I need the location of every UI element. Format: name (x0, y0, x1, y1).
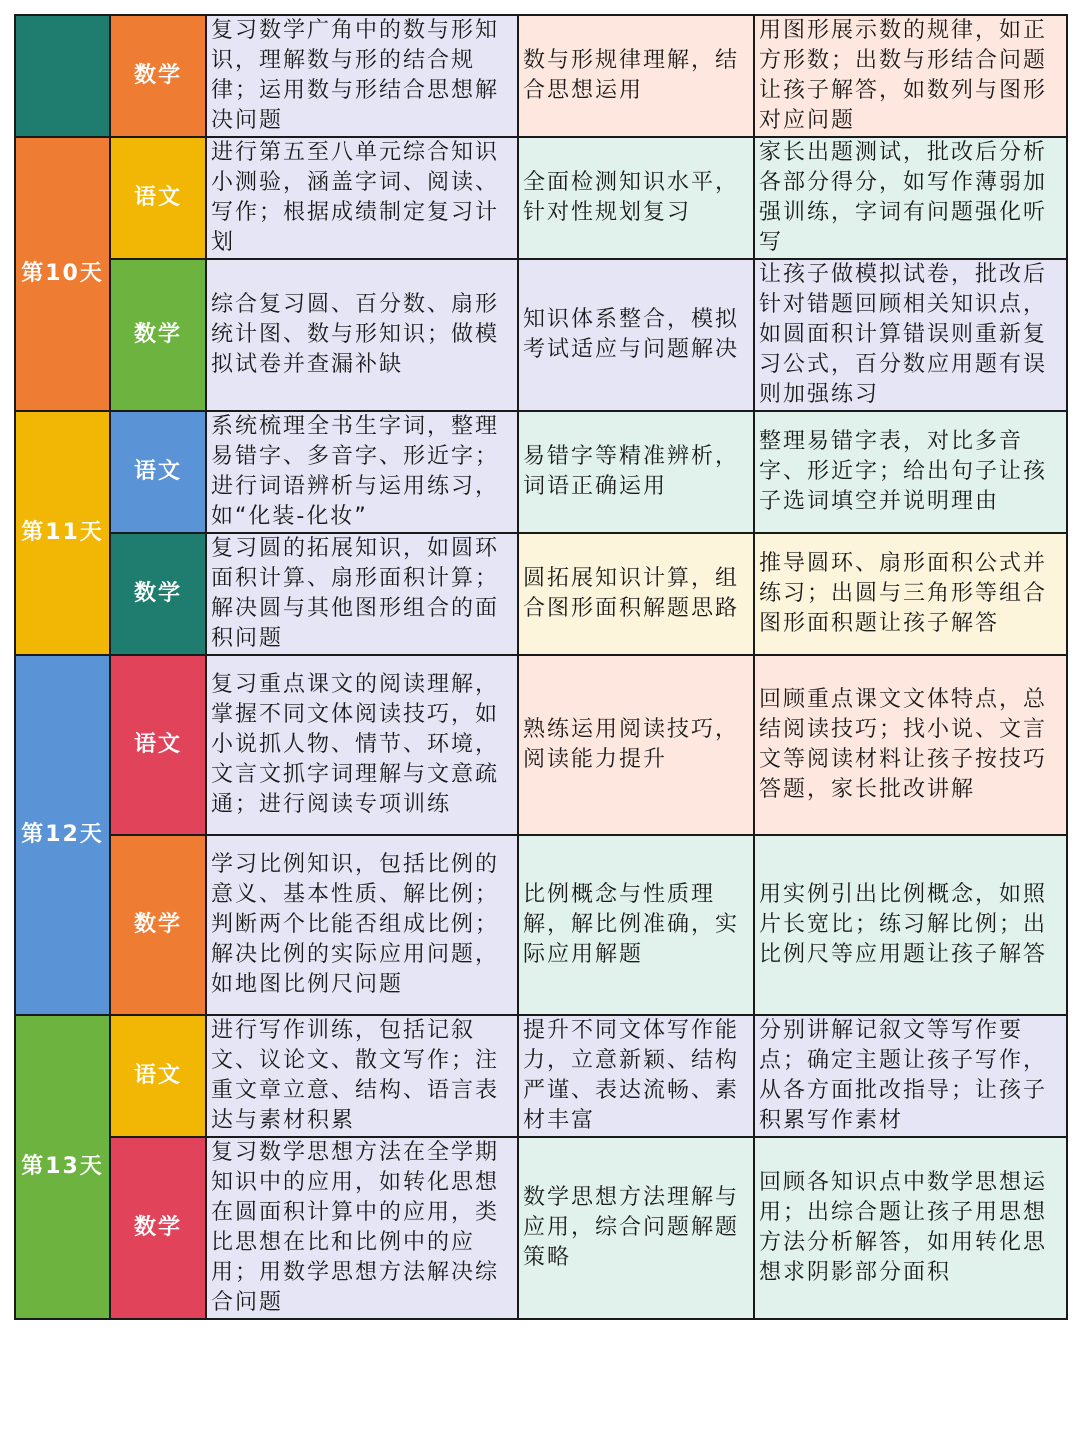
table-row (15, 533, 1067, 655)
table-row (15, 411, 1067, 533)
review-content: 复习数学广角中的数与形知识，理解数与形的结合规律；运用数与形结合思想解决问题 (211, 18, 500, 133)
content-cell (206, 259, 518, 411)
review-goal: 熟练运用阅读技巧，阅读能力提升 (523, 717, 740, 772)
review-content: 系统梳理全书生字词，整理易错字、多音字、形近字；进行词语辨析与运用练习，如“化装-化妆” (211, 414, 500, 529)
review-method: 让孩子做模拟试卷，批改后针对错题回顾相关知识点，如圆面积计算错误则重新复习公式，百分数应用题有误则加强练习 (759, 262, 1048, 407)
subject-cell (110, 137, 206, 259)
table-row (15, 1137, 1067, 1319)
goal-cell (518, 411, 754, 533)
review-goal: 提升不同文体写作能力，立意新颖、结构严谨、表达流畅、素材丰富 (523, 1018, 740, 1133)
content-cell (206, 411, 518, 533)
content-cell (206, 655, 518, 835)
table-row (15, 15, 1067, 137)
review-plan-table (14, 14, 1068, 1320)
content-cell (206, 137, 518, 259)
content-cell (206, 15, 518, 137)
review-goal: 全面检测知识水平，针对性规划复习 (523, 170, 740, 225)
subject-cell (110, 1015, 206, 1137)
review-content: 进行写作训练，包括记叙文、议论文、散文写作；注重文章立意、结构、语言表达与素材积累 (211, 1018, 500, 1133)
day-label: 第10天 (21, 261, 104, 286)
review-method: 用实例引出比例概念，如照片长宽比；练习解比例；出比例尺等应用题让孩子解答 (759, 882, 1048, 967)
method-cell (754, 411, 1067, 533)
review-method: 整理易错字表，对比多音字、形近字；给出句子让孩子选词填空并说明理由 (759, 429, 1048, 514)
method-cell (754, 137, 1067, 259)
review-method: 推导圆环、扇形面积公式并练习；出圆与三角形等组合图形面积题让孩子解答 (759, 551, 1048, 636)
content-cell (206, 1137, 518, 1319)
goal-cell (518, 1015, 754, 1137)
day-cell (15, 655, 110, 1015)
method-cell (754, 655, 1067, 835)
review-method: 分别讲解记叙文等写作要点；确定主题让孩子写作，从各方面批改指导；让孩子积累写作素材 (759, 1018, 1048, 1133)
review-content: 进行第五至八单元综合知识小测验，涵盖字词、阅读、写作；根据成绩制定复习计划 (211, 140, 500, 255)
subject-label: 语文 (133, 459, 182, 484)
goal-cell (518, 835, 754, 1015)
day-cell (15, 411, 110, 655)
method-cell (754, 1015, 1067, 1137)
table-row (15, 137, 1067, 259)
goal-cell (518, 655, 754, 835)
subject-cell (110, 655, 206, 835)
table-row (15, 259, 1067, 411)
review-goal: 易错字等精准辨析，词语正确运用 (523, 444, 740, 499)
subject-cell (110, 835, 206, 1015)
subject-cell (110, 411, 206, 533)
review-method: 回顾重点课文文体特点，总结阅读技巧；找小说、文言文等阅读材料让孩子按技巧答题，家长批改讲解 (759, 687, 1048, 802)
subject-label: 数学 (133, 322, 182, 347)
goal-cell (518, 137, 754, 259)
subject-cell (110, 259, 206, 411)
method-cell (754, 835, 1067, 1015)
day-cell (15, 137, 110, 411)
content-cell (206, 533, 518, 655)
day-cell (15, 1015, 110, 1319)
subject-cell (110, 533, 206, 655)
review-content: 复习数学思想方法在全学期知识中的应用，如转化思想在圆面积计算中的应用，类比思想在比和比例中的应用；用数学思想方法解决综合问题 (211, 1140, 500, 1315)
goal-cell (518, 533, 754, 655)
day-label: 第11天 (21, 520, 104, 545)
goal-cell (518, 1137, 754, 1319)
day-label: 第13天 (21, 1154, 104, 1179)
method-cell (754, 15, 1067, 137)
table-row (15, 835, 1067, 1015)
review-method: 用图形展示数的规律，如正方形数；出数与形结合问题让孩子解答，如数列与图形对应问题 (759, 18, 1048, 133)
method-cell (754, 1137, 1067, 1319)
review-goal: 知识体系整合，模拟考试适应与问题解决 (523, 307, 740, 362)
review-content: 复习圆的拓展知识，如圆环面积计算、扇形面积计算；解决圆与其他图形组合的面积问题 (211, 536, 500, 651)
subject-label: 数学 (133, 581, 182, 606)
review-goal: 数学思想方法理解与应用，综合问题解题策略 (523, 1185, 740, 1270)
subject-label: 语文 (133, 185, 182, 210)
review-goal: 比例概念与性质理解，解比例准确，实际应用解题 (523, 882, 740, 967)
review-content: 综合复习圆、百分数、扇形统计图、数与形知识；做模拟试卷并查漏补缺 (211, 292, 500, 377)
table-row (15, 1015, 1067, 1137)
subject-label: 语文 (133, 1063, 182, 1088)
review-content: 学习比例知识，包括比例的意义、基本性质、解比例；判断两个比能否组成比例；解决比例的实际应用问题，如地图比例尺问题 (211, 852, 500, 997)
review-goal: 数与形规律理解，结合思想运用 (523, 48, 740, 103)
goal-cell (518, 259, 754, 411)
review-method: 回顾各知识点中数学思想运用；出综合题让孩子用思想方法分析解答，如用转化思想求阴影部分面积 (759, 1170, 1048, 1285)
subject-label: 数学 (133, 63, 182, 88)
review-method: 家长出题测试，批改后分析各部分得分，如写作薄弱加强训练，字词有问题强化听写 (759, 140, 1048, 255)
content-cell (206, 1015, 518, 1137)
subject-label: 语文 (133, 732, 182, 757)
table-row (15, 655, 1067, 835)
subject-label: 数学 (133, 912, 182, 937)
day-cell (15, 15, 110, 137)
goal-cell (518, 15, 754, 137)
subject-cell (110, 1137, 206, 1319)
content-cell (206, 835, 518, 1015)
method-cell (754, 259, 1067, 411)
day-label: 第12天 (21, 822, 104, 847)
review-content: 复习重点课文的阅读理解，掌握不同文体阅读技巧，如小说抓人物、情节、环境，文言文抓字词理解与文意疏通；进行阅读专项训练 (211, 672, 500, 817)
review-goal: 圆拓展知识计算，组合图形面积解题思路 (523, 566, 740, 621)
subject-label: 数学 (133, 1215, 182, 1240)
subject-cell (110, 15, 206, 137)
method-cell (754, 533, 1067, 655)
